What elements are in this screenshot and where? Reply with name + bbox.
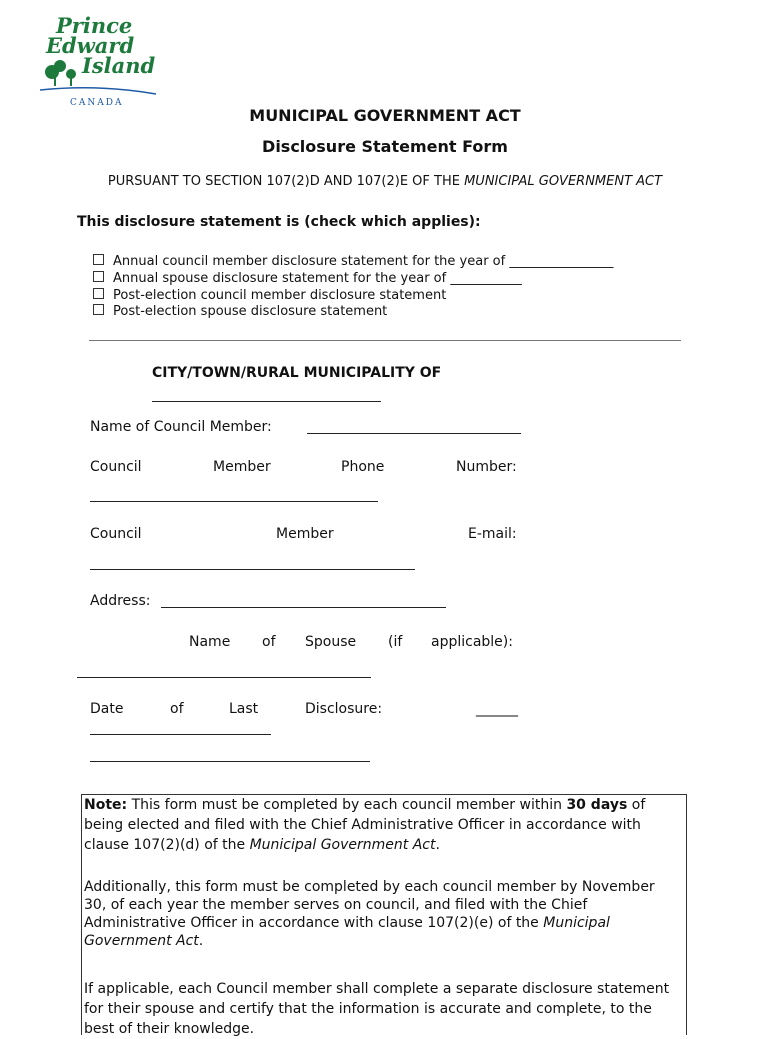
checkbox[interactable] [93, 254, 104, 265]
phone-word2: Member [213, 459, 271, 475]
spouse-blank[interactable] [77, 677, 371, 678]
spouse-word5: applicable): [431, 634, 513, 650]
logo-country: CANADA [70, 98, 124, 108]
spouse-word2: of [262, 634, 276, 650]
note-act: Municipal Government Act [84, 915, 610, 949]
note-paragraph-3: If applicable, each Council member shall complete a separate disclosure statement for their spouse and certify that the information is accurate and complete, to the best of their knowledge. [84, 981, 670, 1037]
spouse-word1: Name [189, 634, 231, 650]
phone-word1: Council [90, 459, 142, 475]
date-word1: Date [90, 701, 124, 717]
option-annual-spouse[interactable] [93, 271, 522, 286]
note-text: of being elected and filed with the Chief Administrative Officer in accordance with clause 107(2)(d) of the [84, 797, 646, 853]
option-annual-member[interactable] [93, 254, 613, 269]
note-paragraph-1 [84, 795, 680, 855]
page-subtitle: Disclosure Statement Form [262, 137, 508, 156]
email-word3: E-mail: [468, 526, 517, 542]
pursuant-line [0, 174, 770, 189]
date-word2: of [170, 701, 184, 717]
municipality-blank[interactable] [152, 401, 381, 402]
name-blank[interactable] [307, 433, 521, 434]
note-box [81, 794, 687, 1035]
option-label: Annual council member disclosure statement for the year of ________________ [113, 254, 614, 269]
date-blank[interactable] [90, 734, 271, 735]
logo-line2: Edward [46, 33, 135, 58]
pei-logo [38, 14, 160, 110]
pursuant-prefix: PURSUANT TO SECTION 107(2)D AND 107(2)E OF THE [107, 174, 465, 189]
logo-line1: Prince [56, 13, 133, 38]
option-label: Post-election spouse disclosure statement [113, 304, 388, 319]
email-word1: Council [90, 526, 142, 542]
note-text: This form must be completed by each council member within [127, 797, 567, 813]
email-word2: Member [276, 526, 334, 542]
phone-blank[interactable] [90, 501, 378, 502]
note-text: . [435, 837, 440, 853]
name-label: Name of Council Member: [90, 419, 272, 435]
note-act: Municipal Government Act [249, 837, 436, 853]
page-title: MUNICIPAL GOVERNMENT ACT [249, 106, 521, 125]
date-word3: Last [229, 701, 259, 717]
address-blank[interactable] [161, 607, 446, 608]
option-post-election-spouse[interactable] [93, 304, 387, 319]
email-blank[interactable] [90, 569, 415, 570]
option-label: Annual spouse disclosure statement for the year of ___________ [113, 271, 522, 286]
date-word4: Disclosure: [305, 701, 383, 717]
check-heading: This disclosure statement is (check which applies): [77, 214, 481, 230]
phone-word4: Number: [456, 459, 517, 475]
checkbox[interactable] [93, 304, 104, 315]
extra-blank[interactable] [90, 761, 370, 762]
option-post-election-member[interactable] [93, 288, 446, 303]
note-deadline: 30 days [566, 797, 628, 813]
spouse-word3: Spouse [305, 634, 357, 650]
section-divider [89, 340, 681, 341]
note-text: . [198, 933, 204, 949]
phone-word3: Phone [341, 459, 385, 475]
logo-line3: Island [82, 53, 156, 78]
spouse-word4: (if [388, 634, 403, 650]
checkbox[interactable] [93, 271, 104, 282]
note-label: Note: [84, 797, 128, 813]
option-label: Post-election council member disclosure statement [113, 288, 447, 303]
note-paragraph-2 [84, 878, 680, 950]
date-short-blank[interactable]: ______ [476, 701, 518, 717]
note-text: Additionally, this form must be completed by each council member by November 30, of each year the member serves on council, and filed with the Chief Administrative Officer in accordance with clause 107(2)(e) of the [84, 879, 655, 931]
address-label: Address: [90, 593, 151, 609]
municipality-heading: CITY/TOWN/RURAL MUNICIPALITY OF [152, 365, 442, 381]
checkbox[interactable] [93, 288, 104, 299]
pursuant-act: MUNICIPAL GOVERNMENT ACT [464, 174, 663, 189]
